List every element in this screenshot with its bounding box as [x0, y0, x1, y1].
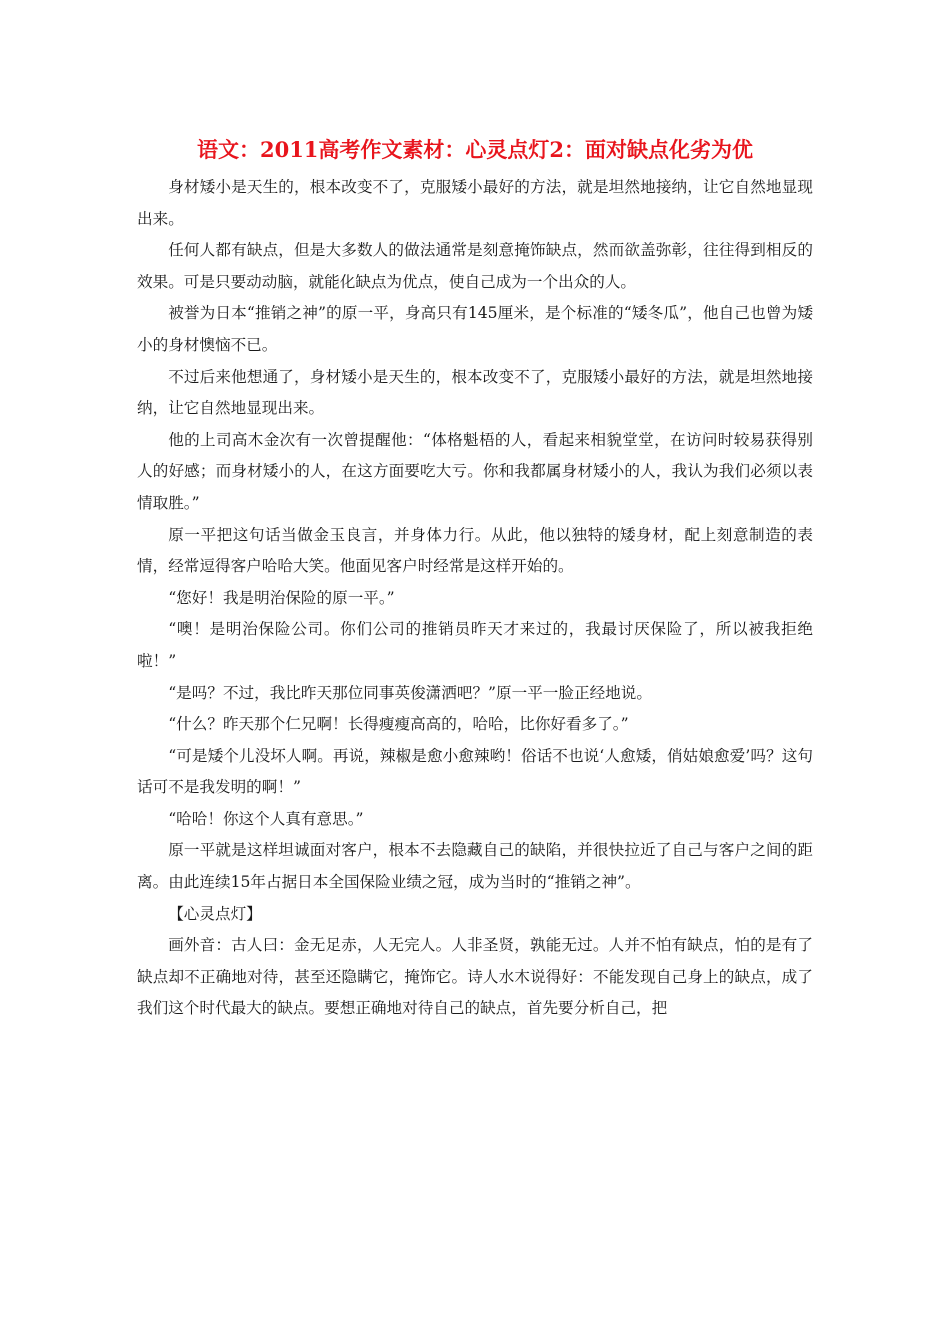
dialogue-line: “是吗？不过，我比昨天那位同事英俊潇洒吧？”原一平一脸正经地说。: [168, 683, 652, 702]
paragraph: 身材矮小是天生的，根本改变不了，克服矮小最好的方法，就是坦然地接纳，让它自然地显现出来。: [137, 178, 813, 228]
paragraph: 被誉为日本“推销之神”的原一平，身高只有145厘米，是个标准的“矮冬瓜”，他自己也曾为矮小的身材懊恼不已。: [137, 304, 813, 354]
closing-paragraph: 画外音：古人曰：金无足赤，人无完人。人非圣贤，孰能无过。人并不怕有缺点，怕的是有了缺点却不正确地对待，甚至还隐瞒它，掩饰它。诗人水木说得好：不能发现自己身上的缺点，成了我们这个时代最大的缺点。要想正确地对待自己的缺点，首先要分析自己，把: [137, 936, 813, 1018]
dialogue-line: “可是矮个儿没坏人啊。再说，辣椒是愈小愈辣哟！俗话不也说‘人愈矮，俏姑娘愈爱’吗？这句话可不是我发明的啊！”: [137, 746, 813, 797]
dialogue-line: “噢！是明治保险公司。你们公司的推销员昨天才来过的，我最讨厌保险了，所以被我拒绝啦！”: [137, 620, 813, 670]
paragraph: 原一平就是这样坦诚面对客户，根本不去隐藏自己的缺陷，并很快拉近了自己与客户之间的距离。由此连续15年占据日本全国保险业绩之冠，成为当时的“推销之神”。: [137, 841, 813, 892]
paragraph: 不过后来他想通了，身材矮小是天生的，根本改变不了，克服矮小最好的方法，就是坦然地接纳，让它自然地显现出来。: [137, 367, 813, 418]
dialogue-line: “您好！我是明治保险的原一平。”: [168, 588, 395, 607]
dialogue-line: “什么？昨天那个仁兄啊！长得瘦瘦高高的，哈哈，比你好看多了。”: [168, 715, 629, 734]
section-heading: 【心灵点灯】: [168, 904, 262, 923]
dialogue-line: “哈哈！你这个人真有意思。”: [168, 809, 364, 828]
document-title: 语文：2011高考作文素材：心灵点灯2：面对缺点化劣为优: [196, 137, 754, 163]
paragraph: 任何人都有缺点，但是大多数人的做法通常是刻意掩饰缺点，然而欲盖弥彰，往往得到相反的效果。可是只要动动脑，就能化缺点为优点，使自己成为一个出众的人。: [137, 241, 813, 291]
paragraph: 原一平把这句话当做金玉良言，并身体力行。从此，他以独特的矮身材，配上刻意制造的表情，经常逗得客户哈哈大笑。他面见客户时经常是这样开始的。: [137, 525, 813, 576]
document-body: [137, 172, 813, 1025]
paragraph: 他的上司高木金次有一次曾提醒他：“体格魁梧的人，看起来相貌堂堂，在访问时较易获得别人的好感；而身材矮小的人，在这方面要吃大亏。你和我都属身材矮小的人，我认为我们必须以表情取胜。”: [137, 430, 813, 512]
